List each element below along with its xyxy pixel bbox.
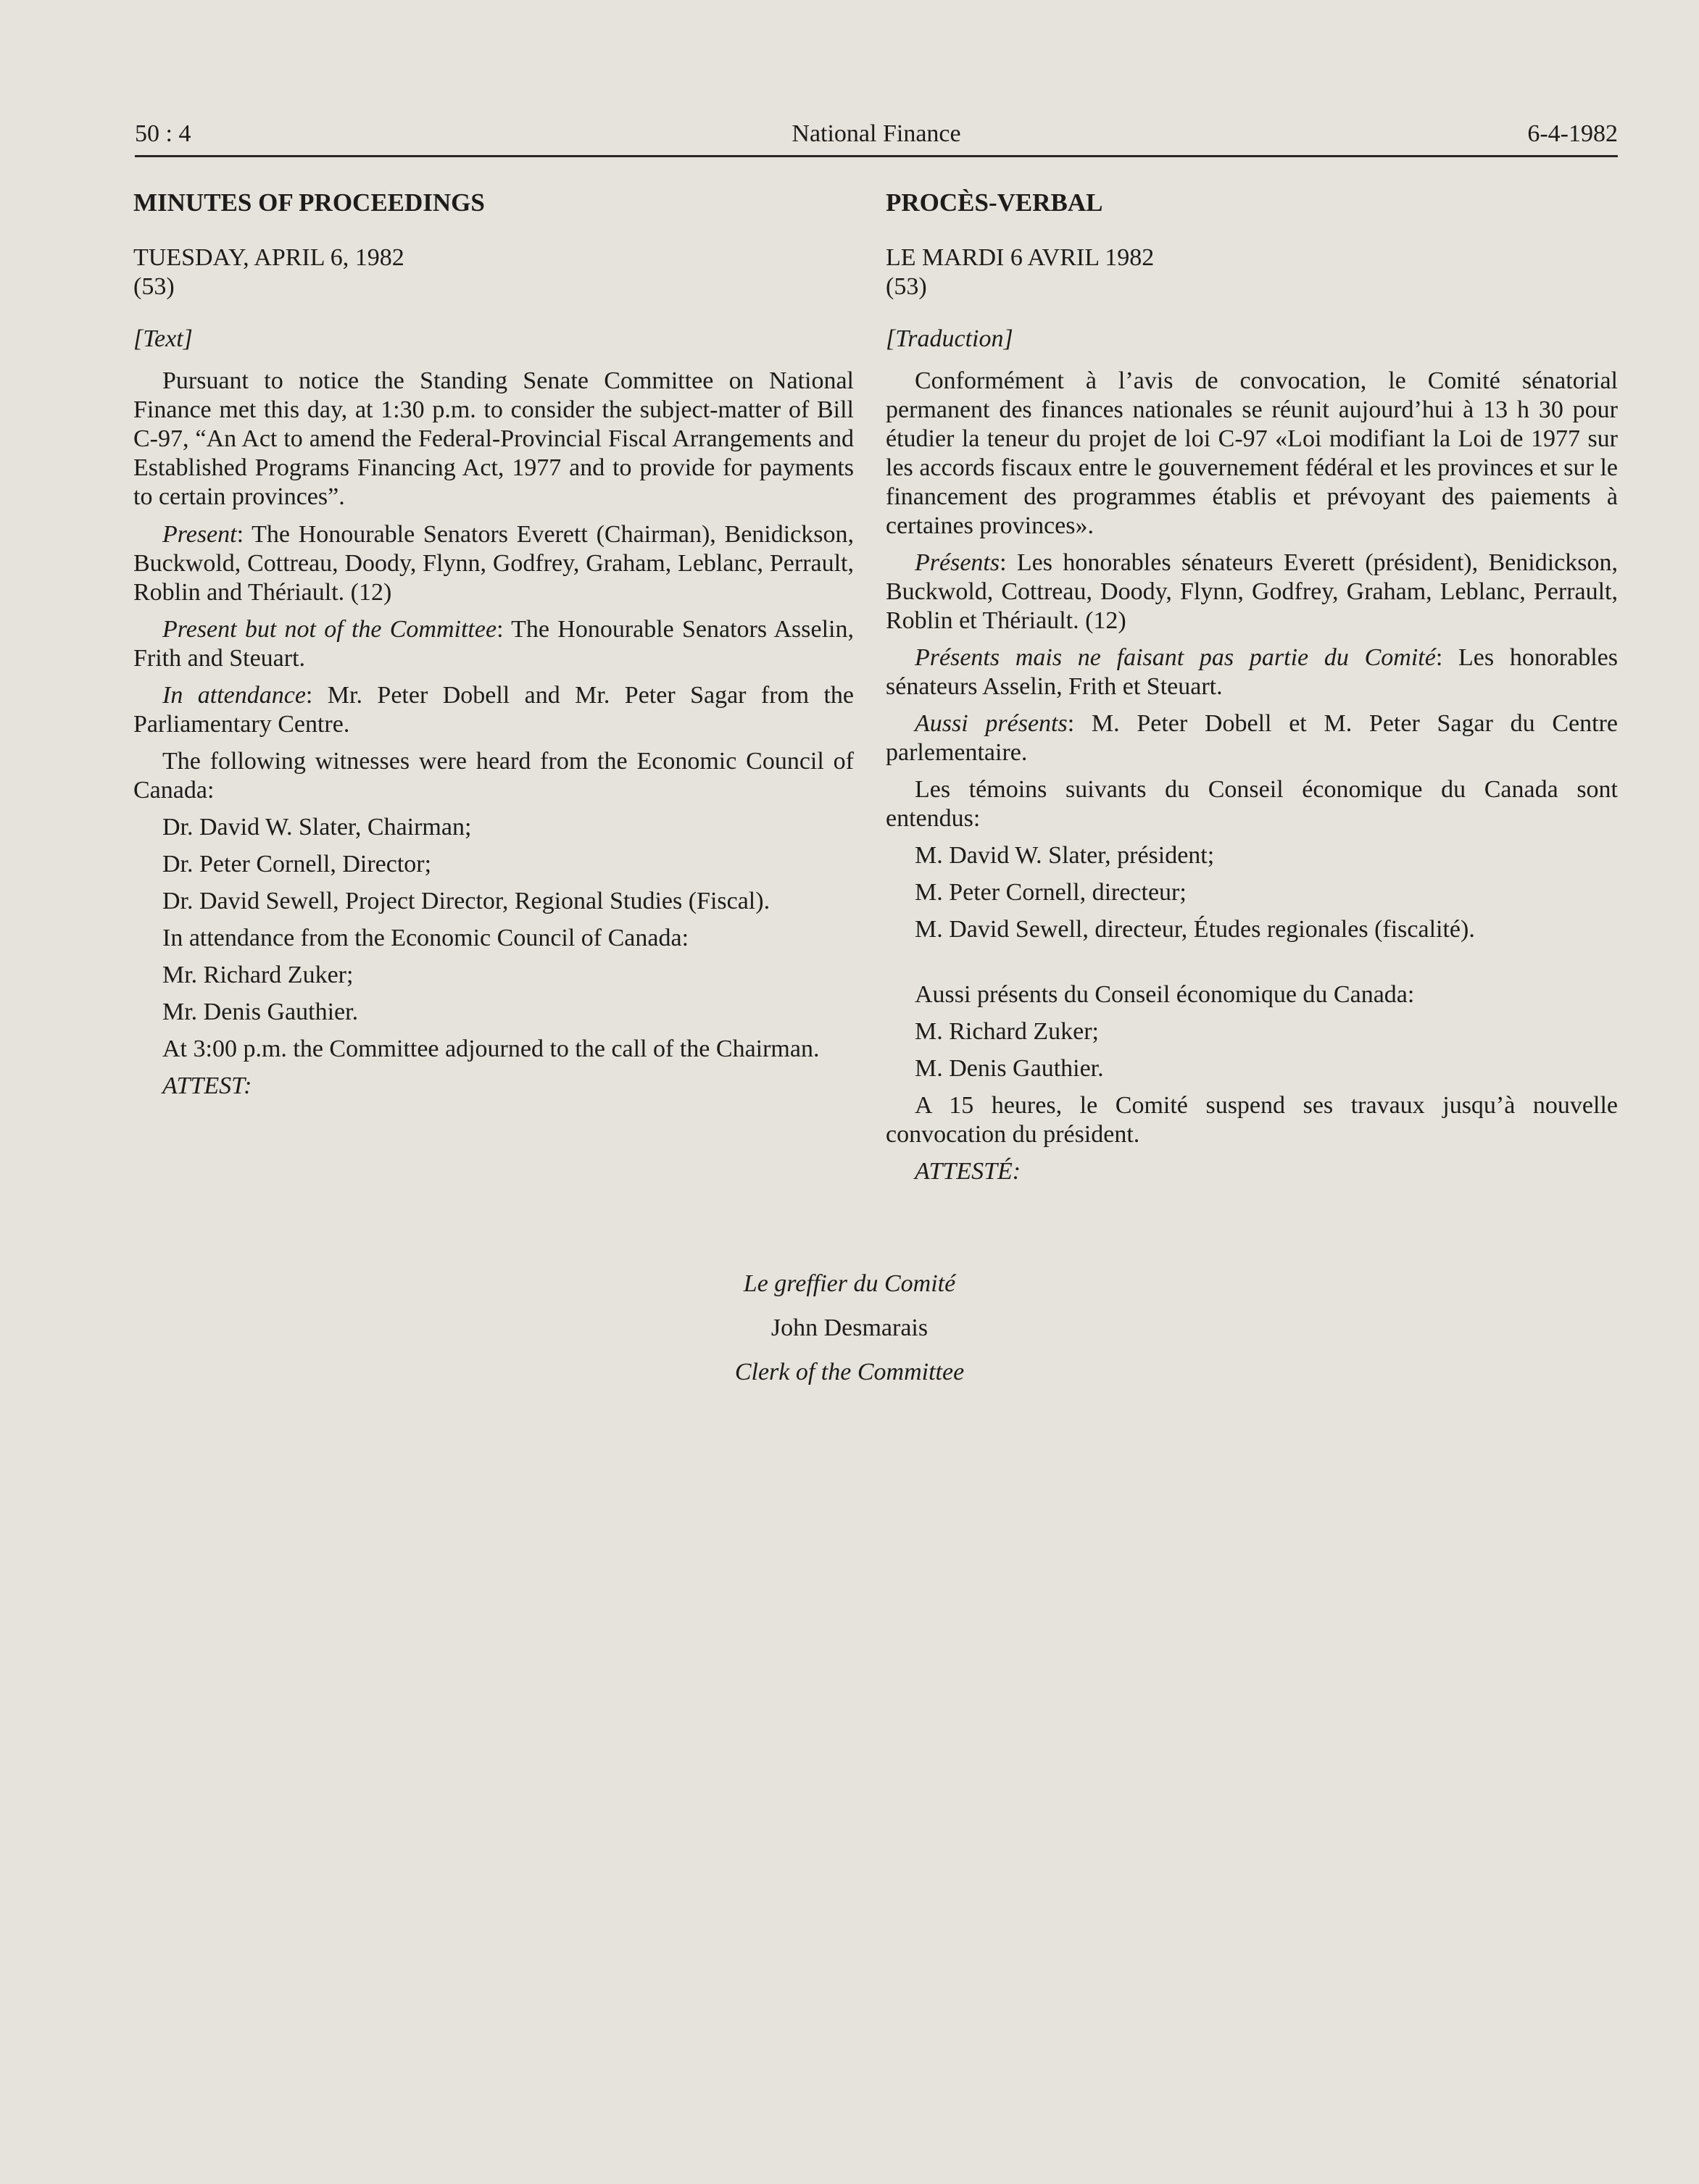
french-witness-3: M. David Sewell, directeur, Études regionales (fiscalité). (915, 916, 1475, 943)
english-attendee-2: Mr. Denis Gauthier. (162, 999, 359, 1025)
signature-clerk-fr-text: Le greffier du Comité (743, 1270, 956, 1297)
english-witness-1: Dr. David W. Slater, Chairman; (162, 814, 472, 841)
french-witnesses-intro: Les témoins suivants du Conseil économique du Canada sont entendus: (886, 776, 1618, 832)
english-present (133, 520, 854, 607)
signature-clerk-en (0, 1358, 1699, 1387)
english-attendance2-intro: In attendance from the Economic Council of Canada: (162, 925, 689, 951)
english-present-label: Present (162, 521, 237, 548)
french-attendee-1: M. Richard Zuker; (915, 1018, 1099, 1045)
english-title: MINUTES OF PROCEEDINGS (133, 188, 485, 217)
french-present-not-text: : Les honorables sénateurs Asselin, Frith et Steuart. (886, 644, 1619, 700)
english-present-not-label: Present but not of the Committee (162, 616, 497, 643)
english-witness-2: Dr. Peter Cornell, Director; (162, 851, 432, 878)
signature-clerk-en-text: Clerk of the Committee (734, 1359, 965, 1385)
english-attendance-text: : Mr. Peter Dobell and Mr. Peter Sagar from the Parliamentary Centre. (133, 682, 854, 738)
english-tag (133, 325, 854, 354)
english-column (133, 181, 854, 1101)
page-number: 50 : 4 (135, 120, 191, 147)
header-date: 6-4-1982 (1527, 120, 1618, 147)
french-present (886, 549, 1618, 635)
french-intro: Conformément à l’avis de convocation, le Comité sénatorial permanent des finances nationales se réunit aujourd’hui à 13 h 30 pour étudier la teneur du projet de loi C-97 «Loi modifiant la Loi de 1977 sur les accords fiscaux entre le gouvernement fédéral et les provinces et sur le financement des programmes établis et prévoyant des paiements à certaines provinces». (886, 367, 1618, 539)
english-attest: ATTEST: (162, 1072, 252, 1099)
french-present-not (886, 643, 1618, 701)
french-adjourn: A 15 heures, le Comité suspend ses travaux jusqu’à nouvelle convocation du président. (886, 1092, 1618, 1148)
french-column (886, 181, 1618, 1186)
english-number: (53) (133, 273, 175, 300)
english-attendance-label: In attendance (162, 682, 306, 709)
french-present-text: : Les honorables sénateurs Everett (président), Benidickson, Buckwold, Cottreau, Doody, Flynn, Godfrey, Graham, Leblanc, Perrault, Roblin et Thériault. (12) (886, 549, 1618, 634)
signature-clerk-fr (0, 1270, 1699, 1299)
english-present-not (133, 615, 854, 673)
english-present-text: : The Honourable Senators Everett (Chairman), Benidickson, Buckwold, Cottreau, Doody, Flynn, Godfrey, Graham, Leblanc, Perrault, Roblin and Thériault. (12) (133, 521, 854, 606)
french-present-not-label: Présents mais ne faisant pas partie du Comité (915, 644, 1436, 671)
english-date: TUESDAY, APRIL 6, 1982 (133, 244, 404, 271)
english-intro: Pursuant to notice the Standing Senate Committee on National Finance met this day, at 1:30 p.m. to consider the subject-matter of Bill C-97, “An Act to amend the Federal-Provincial Fiscal Arrangements and Established Programs Financing Act, 1977 and to provide for payments to certain provinces”. (133, 367, 854, 510)
english-attendee-1: Mr. Richard Zuker; (162, 962, 354, 988)
french-attest: ATTESTÉ: (915, 1158, 1021, 1185)
french-date: LE MARDI 6 AVRIL 1982 (886, 244, 1155, 271)
english-attendance (133, 681, 854, 739)
french-attendee-2: M. Denis Gauthier. (915, 1055, 1104, 1082)
french-tag-text: [Traduction] (886, 325, 1013, 352)
french-number: (53) (886, 273, 927, 300)
french-tag (886, 325, 1618, 354)
publication-title: National Finance (792, 120, 961, 147)
english-witnesses-intro: The following witnesses were heard from the Economic Council of Canada: (133, 748, 854, 804)
english-adjourn: At 3:00 p.m. the Committee adjourned to the call of the Chairman. (162, 1035, 820, 1062)
french-present-label: Présents (915, 549, 1000, 576)
french-attendance-text: : M. Peter Dobell et M. Peter Sagar du Centre parlementaire. (886, 710, 1619, 766)
english-witness-3: Dr. David Sewell, Project Director, Regional Studies (Fiscal). (162, 888, 770, 914)
french-attendance2-intro: Aussi présents du Conseil économique du Canada: (915, 981, 1415, 1008)
french-title: PROCÈS-VERBAL (886, 188, 1103, 217)
french-witness-2: M. Peter Cornell, directeur; (915, 879, 1187, 906)
french-attendance-label: Aussi présents (915, 710, 1068, 737)
english-present-not-text: : The Honourable Senators Asselin, Frith and Steuart. (133, 616, 854, 672)
running-header (135, 109, 1618, 157)
french-witness-1: M. David W. Slater, président; (915, 842, 1215, 869)
english-tag-text: [Text] (133, 325, 193, 352)
french-attendance (886, 709, 1618, 767)
signature-name: John Desmarais (770, 1314, 929, 1341)
